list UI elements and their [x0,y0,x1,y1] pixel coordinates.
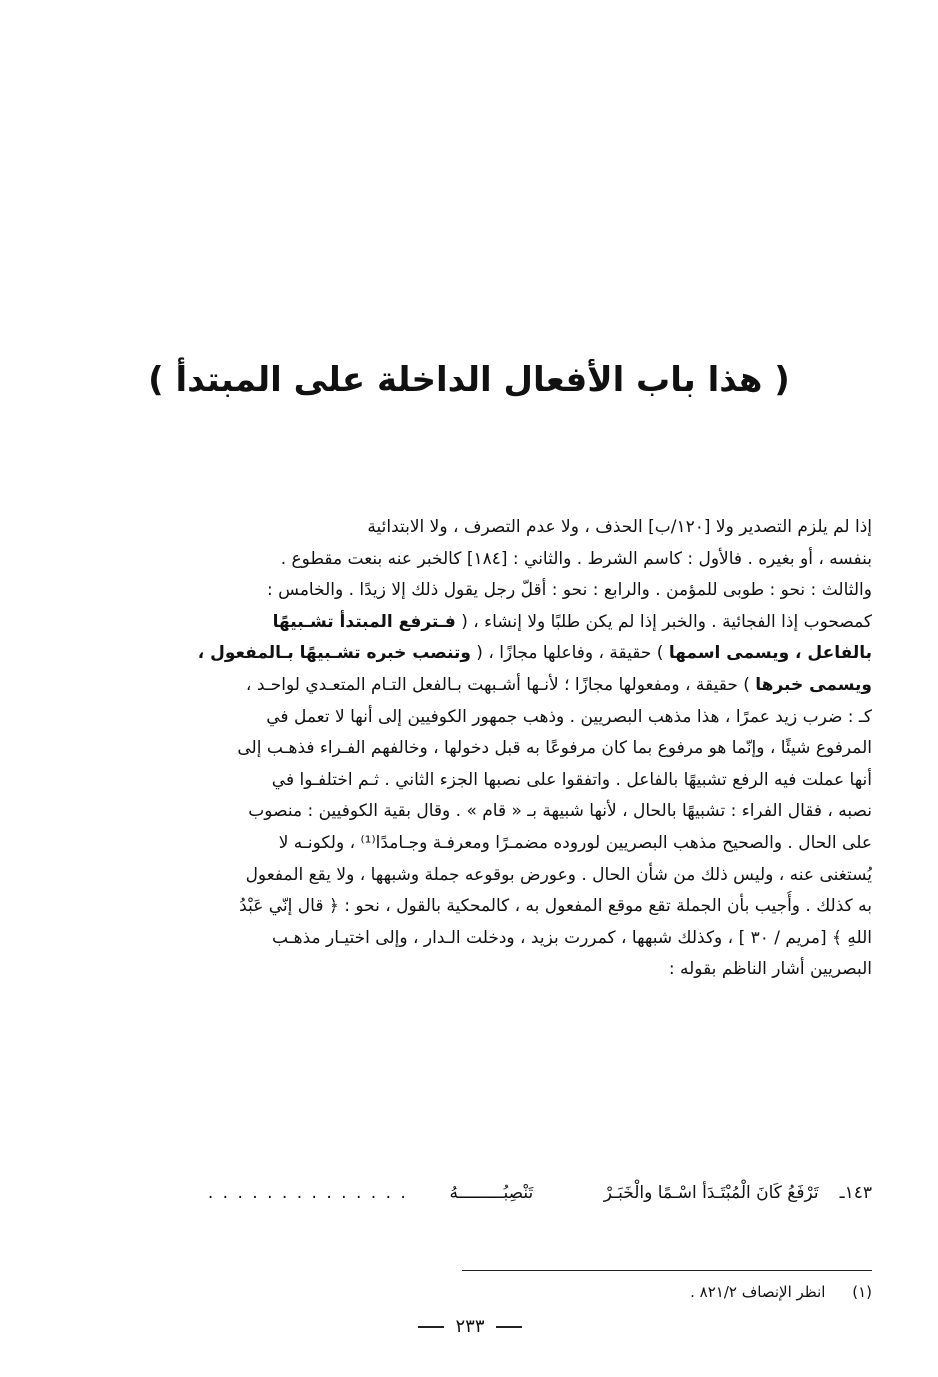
body-line [104,891,872,923]
body-line [104,860,872,892]
text-run: أنها عملت فيه الرفع تشبيهًا بالفاعل . واتفقوا على نصبها الجزء الثاني . ثـم اختلفـوا في [271,769,872,790]
text-run: اللهِ ﴾ [مريم / ٣٠ ] ، وكذلك شبهها ، كمررت بزيد ، ودخلت الـدار ، وإلى اختيـار مذهـب [271,927,872,948]
chapter-title: ( هذا باب الأفعال الداخلة على المبتدأ ) [148,360,790,400]
footnote [500,1278,872,1306]
body-line [104,954,872,986]
body-line [104,544,872,576]
body-line [104,512,872,544]
poem-verse [104,1176,872,1210]
text-run: نصبه ، فقال الفراء : تشبيهًا بالحال ، لأنها شبيهة بـ « قام » . وقال بقية الكوفيين : منصوب [248,801,872,822]
body-line [104,828,872,860]
body-line [104,575,872,607]
text-run: والثالث : نحو : طوبى للمؤمن . والرابع : نحو : أقلّ رجل يقول ذلك إلا زيدًا . والخامس : [267,580,872,601]
text-run: ) حقيقة ، ومفعولها مجازًا ؛ لأنـها أشـبهت بـالفعل التـام المتعـدي لواحـد ، [245,674,756,695]
body-line [104,765,872,797]
verse-number: ١٤٣ـ [839,1183,872,1203]
body-line [104,702,872,734]
footnote-marker: (١) [852,1283,872,1301]
body-line [104,670,872,702]
bold-phrase: بالفاعل ، ويسمى اسمها [668,643,872,664]
text-run: كمصحوب إذا الفجائية . والخبر إذا لم يكن طلبًا ولا إنشاء ، ( [455,611,872,632]
text-run: المرفوع شيئًا ، وإنّما هو مرفوع بما كان مرفوعًا به قبل دخولها ، وخالفهم الفـراء فذهـب إلى [237,738,872,759]
bold-phrase: ويسمى خبرها [755,674,872,695]
page-number-value: ٢٣٣ [455,1316,485,1337]
text-run: ) حقيقة ، وفاعلها مجازًا ، ( [470,643,669,664]
text-run: البصريين أشار الناظم بقوله : [668,959,872,980]
page-number-dash-left [418,1326,444,1328]
text-run: إذا لم يلزم التصدير ولا [١٢٠/ب] الحذف ، ولا عدم التصرف ، ولا الابتدائية [367,517,872,537]
verse-first-hemistich: تَرْفَعُ كَانَ الْمُبْتَـدَأ اسْـمًا والْخَبَـرْ [603,1183,819,1203]
body-line [104,733,872,765]
page-number [380,1312,560,1342]
verse-second-hemistich: تَنْصِبُـــــــــهُ [449,1183,534,1203]
body-line [104,607,872,639]
text-run: كـ : ضرب زيد عمرًا ، هذا مذهب البصريين . وذهب جمهور الكوفيين إلى أنها لا تعمل في [266,706,872,727]
body-line [104,796,872,828]
page-number-dash-right [496,1326,522,1328]
text-run: بنفسه ، أو بغيره . فالأول : كاسم الشرط . والثاني : [١٨٤] كالخبر عنه بنعت مقطوع . [280,548,872,569]
bold-phrase: وتنصب خبره تشـبيهًا بـالمفعول ، [197,643,471,664]
body-line [104,923,872,955]
text-run: يُستغنى عنه ، وليس ذلك من شأن الحال . وعورض بوقوعه جملة وشبهها ، ولا يقع المفعول [245,864,872,885]
footnote-divider [462,1270,872,1271]
text-run: على الحال . والصحيح مذهب البصريين لوروده مضمـرًا ومعرفـة وجـامدًا⁽¹⁾ ، ولكونـه لا [278,832,872,853]
body-paragraph [104,512,872,986]
body-line [104,638,872,670]
footnote-text: انظر الإنصاف ٨٢١/٢ . [690,1283,826,1301]
text-run: به كذلك . وأُجيب بأن الجملة تقع موقع المفعول به ، كالمحكية بالقول ، نحو : ﴿ قال إنّي عَبْدُ [239,896,872,917]
bold-phrase: فـترفع المبتدأ تشـبيهًا [272,611,456,632]
verse-ellipsis: . . . . . . . . . . . . . . [207,1183,408,1203]
